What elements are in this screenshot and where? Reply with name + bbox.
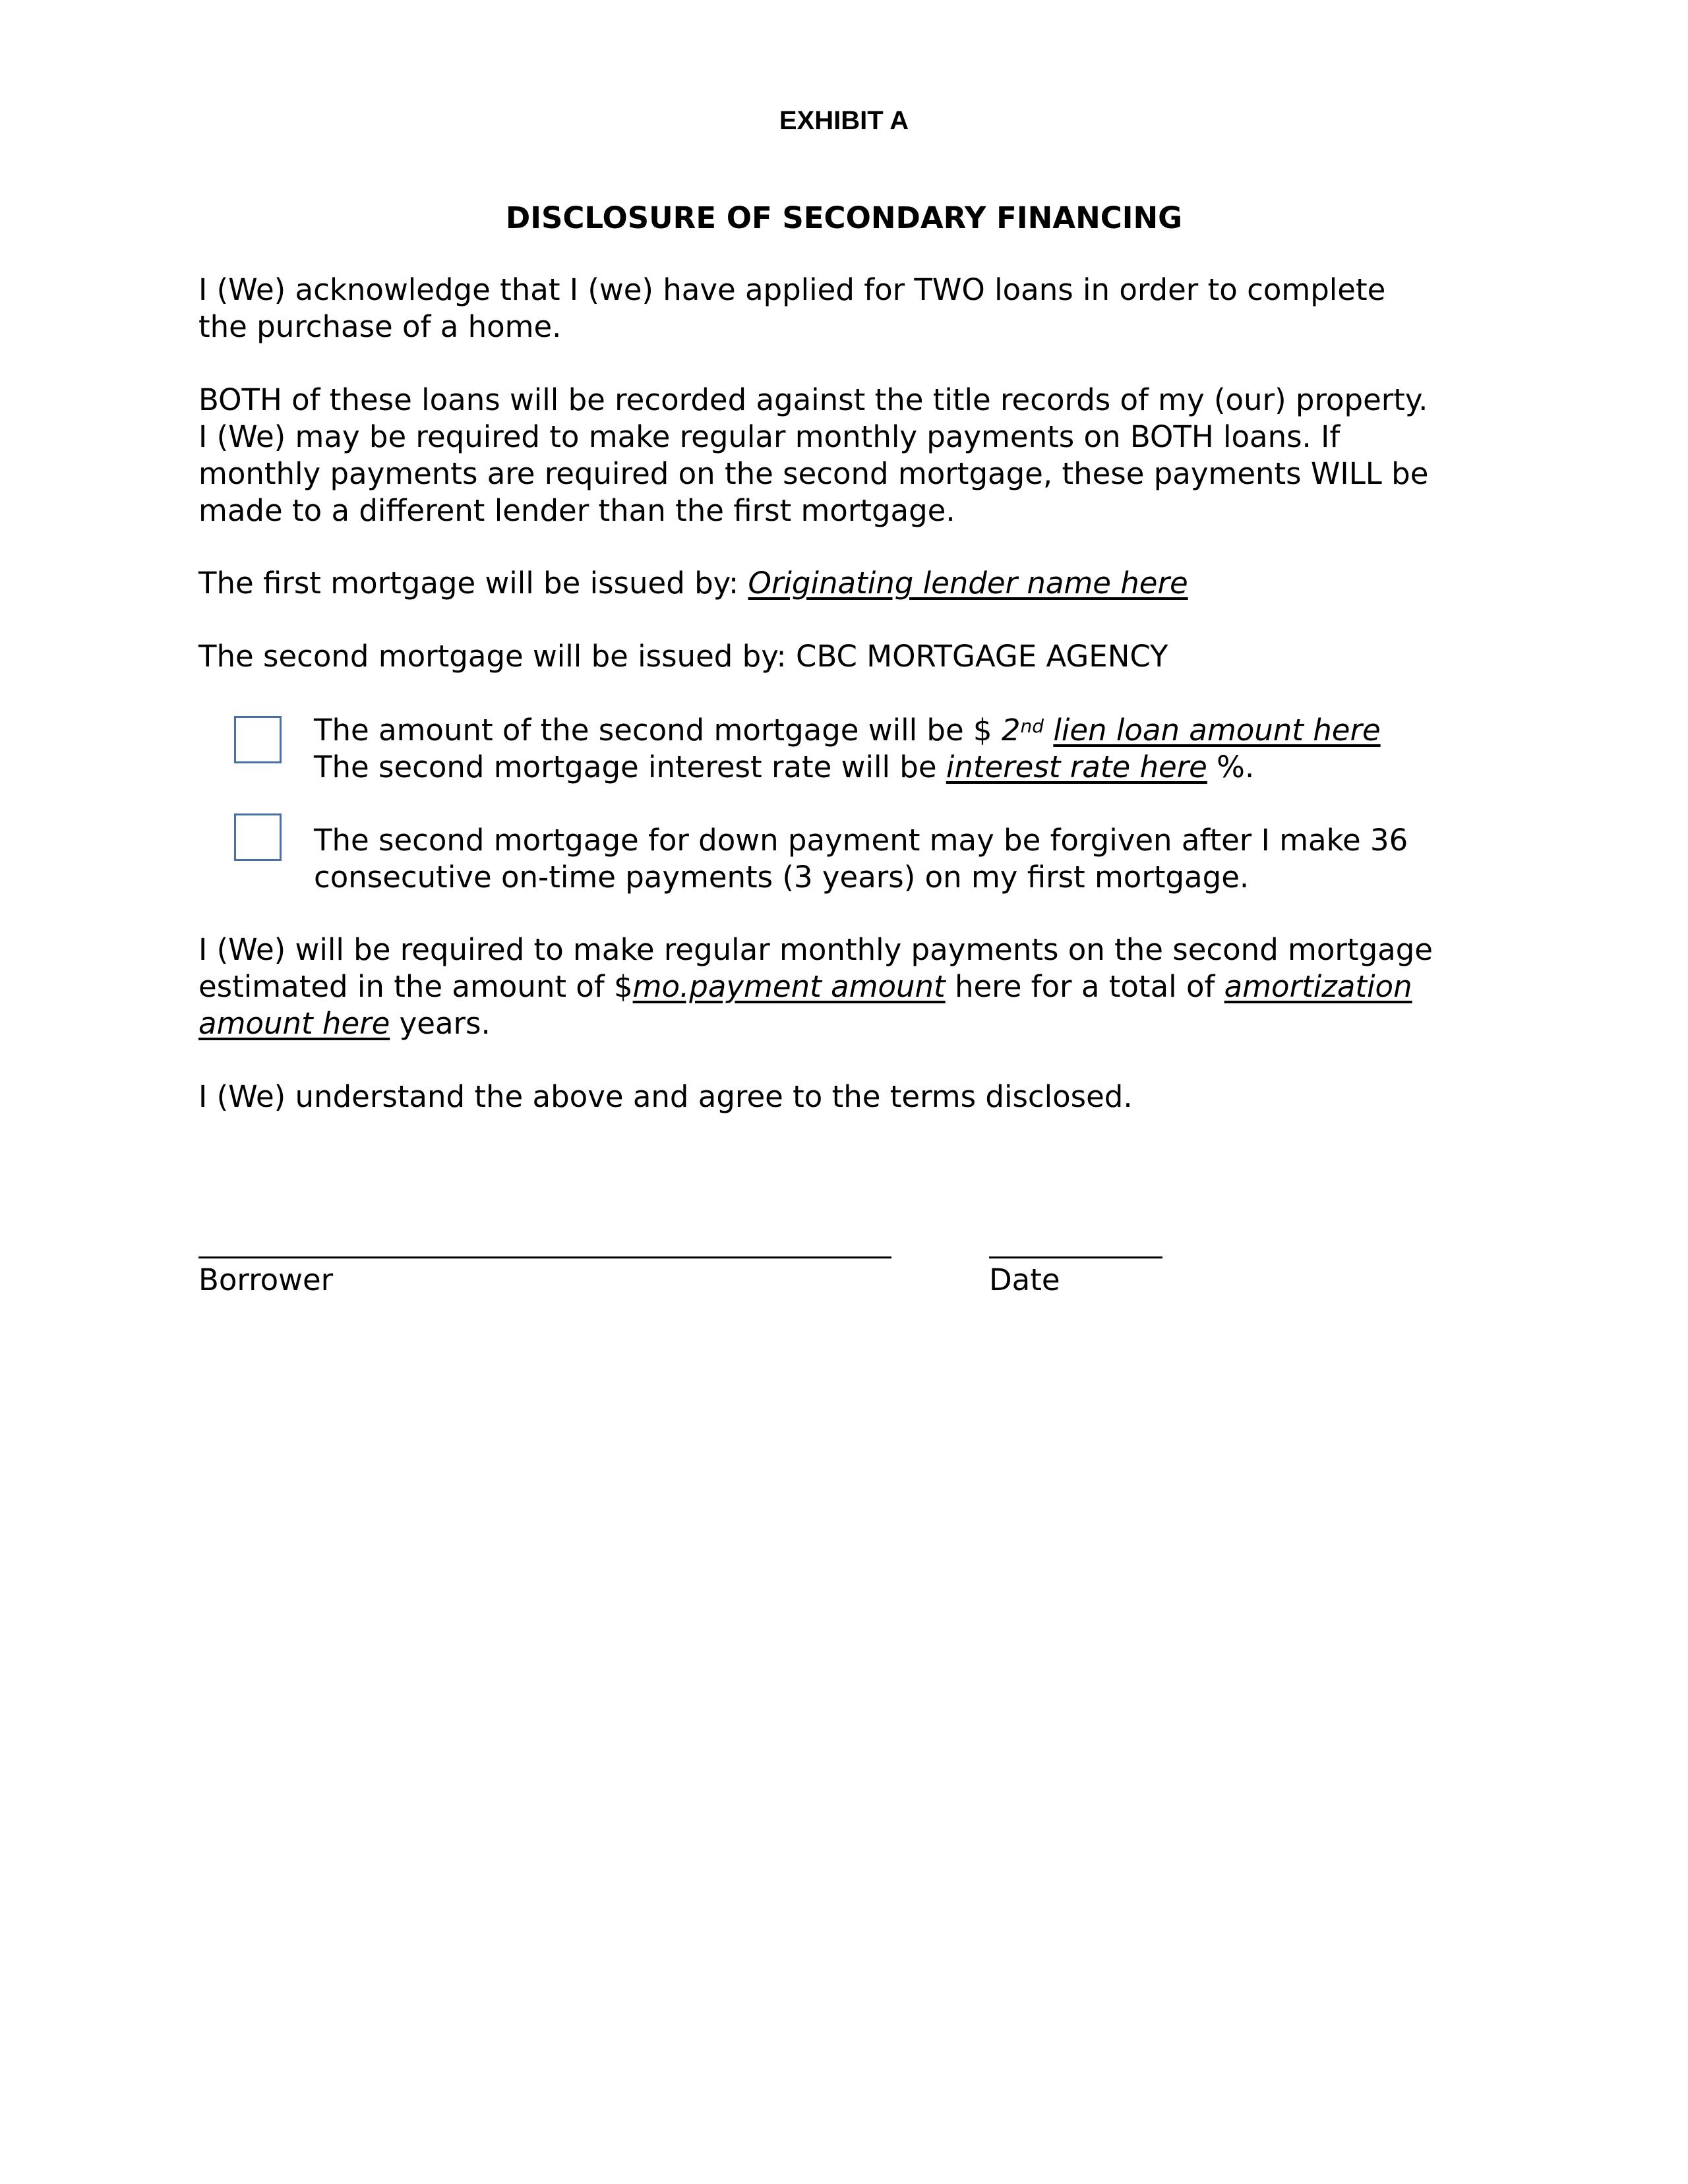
borrower-label: Borrower <box>198 1262 334 1297</box>
borrower-signature-line[interactable] <box>198 1256 891 1258</box>
exhibit-heading: EXHIBIT A <box>779 106 909 135</box>
interest-rate-label: The second mortgage interest rate will be <box>314 750 946 784</box>
estimated-label: estimated in the amount of $ <box>198 969 633 1004</box>
total-label: here for a total of <box>945 969 1224 1004</box>
option-forgiven-line-2: consecutive on-time payments (3 years) on my first mortgage. <box>314 860 1250 895</box>
acknowledge-line-2: the purchase of a home. <box>198 309 562 344</box>
lien-loan-amount-field[interactable]: lien loan amount here <box>1053 713 1381 748</box>
amortization-field[interactable]: amortization <box>1224 969 1412 1004</box>
option-amount-line-1 <box>314 712 1567 749</box>
first-mortgage-label: The first mortgage will be issued by: <box>198 566 748 601</box>
both-loans-line-2: I (We) may be required to make regular monthly payments on BOTH loans. If <box>198 419 1341 454</box>
ordinal-suffix: nd <box>1020 715 1044 737</box>
date-signature-line[interactable] <box>989 1256 1162 1258</box>
acknowledge-paragraph <box>198 272 1517 345</box>
both-loans-line-4: made to a different lender than the first mortgage. <box>198 493 955 528</box>
interest-rate-field[interactable]: interest rate here <box>946 750 1207 784</box>
monthly-payments-line-3 <box>198 1005 1517 1042</box>
forgiven-checkbox[interactable] <box>234 813 282 861</box>
monthly-payments-line-2 <box>198 968 1517 1005</box>
percent-suffix: %. <box>1207 750 1255 784</box>
amortization-field-continued[interactable]: amount here <box>198 1006 390 1041</box>
option-forgiven-text <box>314 822 1567 896</box>
amount-label: The amount of the second mortgage will be $ <box>314 713 1002 748</box>
monthly-payments-line-1: I (We) will be required to make regular monthly payments on the second mortgage <box>198 932 1433 967</box>
both-loans-line-3: monthly payments are required on the second mortgage, these payments WILL be <box>198 456 1429 491</box>
option-amount-text <box>314 712 1567 786</box>
option-amount-line-2 <box>314 749 1567 786</box>
document-title: DISCLOSURE OF SECONDARY FINANCING <box>505 200 1183 235</box>
second-mortgage-amount-checkbox[interactable] <box>234 716 282 763</box>
monthly-payments-paragraph <box>198 931 1517 1042</box>
both-loans-line-1: BOTH of these loans will be recorded against the title records of my (our) property. <box>198 382 1428 417</box>
date-label: Date <box>989 1262 1060 1297</box>
option-forgiven-line-1: The second mortgage for down payment may be forgiven after I make 36 <box>314 823 1408 858</box>
monthly-payment-field[interactable]: mo.payment amount <box>632 969 946 1004</box>
second-mortgage-line: The second mortgage will be issued by: CBC MORTGAGE AGENCY <box>198 639 1168 674</box>
acknowledge-line-1: I (We) acknowledge that I (we) have applied for TWO loans in order to complete <box>198 272 1386 307</box>
first-mortgage-line <box>198 565 1517 602</box>
both-loans-paragraph <box>198 382 1517 529</box>
originating-lender-field[interactable]: Originating lender name here <box>748 566 1188 601</box>
years-label: years. <box>390 1006 491 1041</box>
ordinal-number: 2 <box>1001 713 1021 748</box>
agreement-statement: I (We) understand the above and agree to the terms disclosed. <box>198 1079 1133 1114</box>
